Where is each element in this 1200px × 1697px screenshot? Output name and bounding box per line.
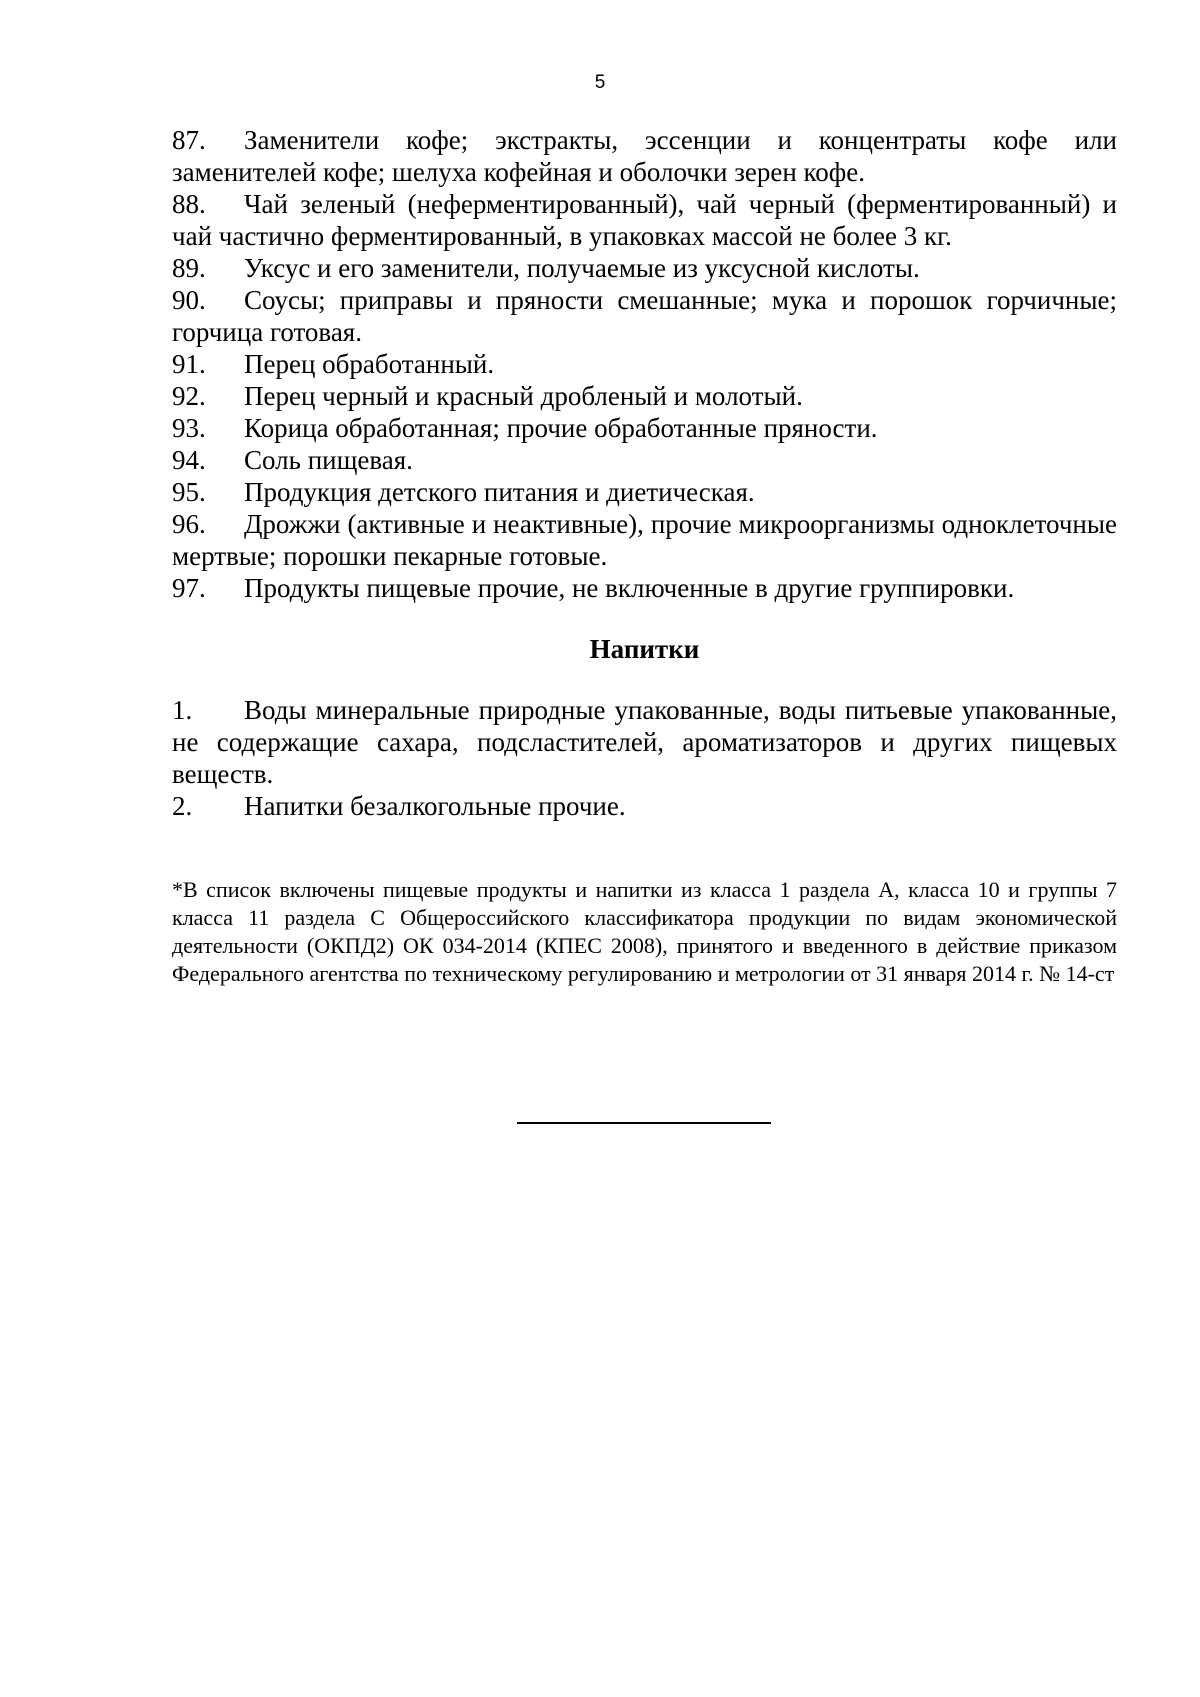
item-text: Продукты пищевые прочие, не включенные в другие группировки. xyxy=(244,573,1015,603)
page-content xyxy=(172,124,1117,988)
list-item xyxy=(172,124,1117,188)
list-item xyxy=(172,252,1117,284)
item-number: 97. xyxy=(172,573,206,603)
item-number: 94. xyxy=(172,445,206,475)
page-number: 5 xyxy=(594,72,606,93)
food-items-list xyxy=(172,124,1117,604)
item-text: Воды минеральные природные упакованные, воды питьевые упакованные, не содержащие сахара, подсластителей, ароматизаторов и других пищевых веществ. xyxy=(172,695,1117,789)
list-item xyxy=(172,444,1117,476)
item-text: Напитки безалкогольные прочие. xyxy=(244,791,626,821)
item-number: 87. xyxy=(172,125,206,155)
list-item xyxy=(172,508,1117,572)
item-number: 2. xyxy=(172,791,193,821)
list-item xyxy=(172,412,1117,444)
item-text: Перец обработанный. xyxy=(244,349,495,379)
drinks-items-list xyxy=(172,694,1117,822)
list-item xyxy=(172,790,1117,822)
item-text: Корица обработанная; прочие обработанные пряности. xyxy=(244,413,878,443)
item-number: 93. xyxy=(172,413,206,443)
item-number: 89. xyxy=(172,253,206,283)
item-number: 92. xyxy=(172,381,206,411)
list-item xyxy=(172,572,1117,604)
item-number: 95. xyxy=(172,477,206,507)
item-text: Продукция детского питания и диетическая. xyxy=(244,477,755,507)
item-number: 90. xyxy=(172,285,206,315)
list-item xyxy=(172,694,1117,790)
item-text: Соусы; приправы и пряности смешанные; мука и порошок горчичные; горчица готовая. xyxy=(172,285,1117,347)
item-text: Чай зеленый (неферментированный), чай черный (ферментированный) и чай частично ферментированный, в упаковках массой не более 3 кг. xyxy=(172,189,1117,251)
end-rule-divider xyxy=(517,1122,771,1124)
item-text: Перец черный и красный дробленый и молотый. xyxy=(244,381,803,411)
list-item xyxy=(172,284,1117,348)
footnote: *В список включены пищевые продукты и напитки из класса 1 раздела А, класса 10 и группы 7 класса 11 раздела С Общероссийского классификатора продукции по видам экономической деятельности (ОКПД2) ОК 034-2014 (КПЕС 2008), принятого и введенного в действие приказом Федерального агентства по техническому регулированию и метрологии от 31 января 2014 г. № 14-ст xyxy=(172,877,1117,986)
list-item xyxy=(172,476,1117,508)
item-number: 88. xyxy=(172,189,206,219)
item-text: Соль пищевая. xyxy=(244,445,413,475)
item-text: Заменители кофе; экстракты, эссенции и концентраты кофе или заменителей кофе; шелуха кофейная и оболочки зерен кофе. xyxy=(172,125,1117,187)
item-text: Уксус и его заменители, получаемые из уксусной кислоты. xyxy=(244,253,920,283)
list-item xyxy=(172,380,1117,412)
section-heading: Напитки xyxy=(589,634,700,664)
item-number: 1. xyxy=(172,695,193,725)
list-item xyxy=(172,348,1117,380)
item-text: Дрожжи (активные и неактивные), прочие микроорганизмы одноклеточные мертвые; порошки пекарные готовые. xyxy=(172,509,1117,571)
list-item xyxy=(172,188,1117,252)
item-number: 91. xyxy=(172,349,206,379)
item-number: 96. xyxy=(172,509,206,539)
